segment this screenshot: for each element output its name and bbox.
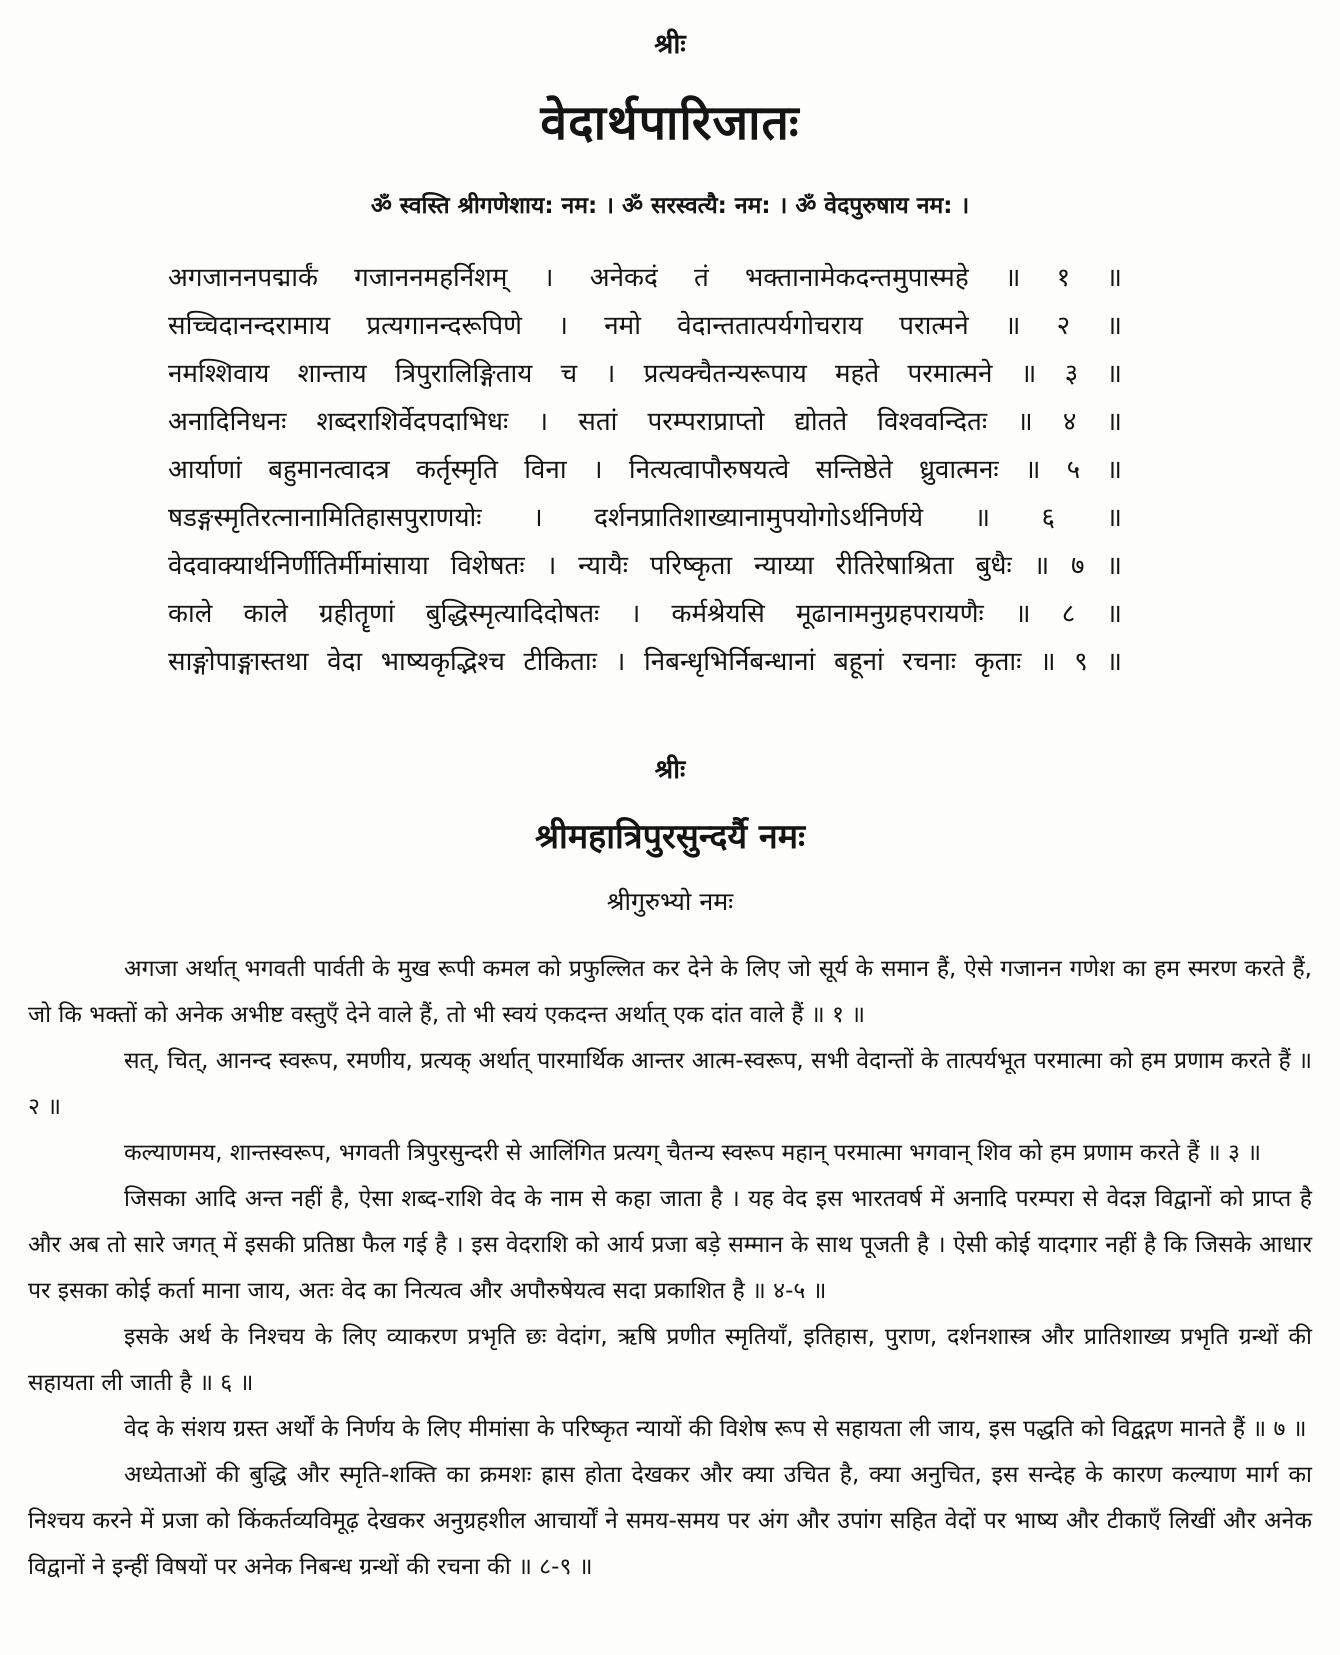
book-title: वेदार्थपारिजातः [540, 95, 800, 151]
opening-salutation: ॐ स्वस्ति श्रीगणेशाय: नम: । ॐ सरस्वत्यै: नम: । ॐ वेदपुरुषाय नम: । [370, 193, 970, 219]
sanskrit-verse-block [168, 254, 1122, 686]
verse-line: षडङ्गस्मृतिरत्नानामितिहासपुराणयोः । दर्शनप्रातिशाख्यानामुपयोगोऽर्थनिर्णये ॥ ६ ॥ [168, 503, 1122, 533]
verse-line: साङ्गोपाङ्गास्तथा वेदा भाष्यकृद्भिश्च टीकिताः । निबन्धृभिर्निबन्धानां बहूनां रचनाः कृताः ॥ ९ ॥ [168, 647, 1122, 677]
guru-salutation: श्रीगुरुभ्यो नमः [606, 887, 734, 916]
commentary-paragraph: वेद के संशय ग्रस्त अर्थों के निर्णय के लिए मीमांसा के परिष्कृत न्यायों की विशेष रूप से सहायता ली जाय, इस पद्धति को विद्वद्गण मानते हैं ॥ ७ ॥ [124, 1416, 1307, 1442]
section-blessing: श्रीः [654, 755, 686, 785]
top-blessing: श्रीः [654, 29, 686, 60]
verse-line: काले काले ग्रहीतॄणां बुद्धिस्मृत्यादिदोषतः । कर्मश्रेयसि मूढानामनुग्रहपरायणैः ॥ ८ ॥ [168, 599, 1122, 629]
verse-line: वेदवाक्यार्थनिर्णीतिर्मीमांसाया विशेषतः । न्यायैः परिष्कृता न्याय्या रीतिरेषाश्रिता बुधैः ॥ ७ ॥ [168, 551, 1122, 581]
commentary-paragraph: अगजा अर्थात् भगवती पार्वती के मुख रूपी कमल को प्रफुल्लित कर देने के लिए जो सूर्य के समान हैं, ऐसे गजानन गणेश का हम स्मरण करते हैं, जो कि भक्तों को अनेक अभीष्ट वस्तुएँ देने वाले हैं, तो भी स्वयं एकदन्त अर्थात् एक दांत वाले हैं ॥ १ ॥ [28, 956, 1312, 1028]
verse-line: नमश्शिवाय शान्ताय त्रिपुरालिङ्गिताय च । प्रत्यक्चैतन्यरूपाय महते परमात्मने ॥ ३ ॥ [168, 359, 1122, 389]
verse-line: आर्याणां बहुमानत्वादत्र कर्तृस्मृति विना । नित्यत्वापौरुषयत्वे सन्तिष्ठेते ध्रुवात्मनः ॥ ५ ॥ [168, 455, 1122, 485]
verse-line: अनादिनिधनः शब्दराशिर्वेदपदाभिधः । सतां परम्पराप्राप्तो द्योतते विश्ववन्दितः ॥ ४ ॥ [168, 407, 1122, 437]
commentary-paragraph: जिसका आदि अन्त नहीं है, ऐसा शब्द-राशि वेद के नाम से कहा जाता है । यह वेद इस भारतवर्ष में अनादि परम्परा से वेदज्ञ विद्वानों को प्राप्त है और अब तो सारे जगत् में इसकी प्रतिष्ठा फैल गई है । इस वेदराशि को आर्य प्रजा बड़े सम्मान के साथ पूजती है । ऐसी कोई यादगार नहीं है कि जिसके आधार पर इसका कोई कर्ता माना जाय, अतः वेद का नित्यत्व और अपौरुषेयत्व सदा प्रकाशित है ॥ ४-५ ॥ [28, 1186, 1312, 1304]
section-heading: श्रीमहात्रिपुरसुन्दर्यै नमः [534, 817, 806, 857]
hindi-commentary-block [28, 946, 1312, 1590]
verse-line: सच्चिदानन्दरामाय प्रत्यगानन्दरूपिणे । नमो वेदान्ततात्पर्यगोचराय परात्मने ॥ २ ॥ [168, 311, 1122, 341]
commentary-paragraph: अध्येताओं की बुद्धि और स्मृति-शक्ति का क्रमशः ह्रास होता देखकर और क्या उचित है, क्या अनुचित, इस सन्देह के कारण कल्याण मार्ग का निश्चय करने में प्रजा को किंकर्तव्यविमूढ़ देखकर अनुग्रहशील आचार्यों ने समय-समय पर अंग और उपांग सहित वेदों पर भाष्य और टीकाएँ लिखीं और अनेक विद्वानों ने इन्हीं विषयों पर अनेक निबन्ध ग्रन्थों की रचना की ॥ ८-९ ॥ [28, 1462, 1312, 1580]
verse-line: अगजाननपद्मार्कं गजाननमहर्निशम् । अनेकदं तं भक्तानामेकदन्तमुपास्महे ॥ १ ॥ [168, 263, 1122, 293]
commentary-section [28, 750, 1312, 1590]
commentary-paragraph: कल्याणमय, शान्तस्वरूप, भगवती त्रिपुरसुन्दरी से आलिंगित प्रत्यग् चैतन्य स्वरूप महान् परमात्मा भगवान् शिव को हम प्रणाम करते हैं ॥ ३ ॥ [124, 1140, 1261, 1166]
commentary-paragraph: सत्, चित्, आनन्द स्वरूप, रमणीय, प्रत्यक् अर्थात् पारमार्थिक आन्तर आत्म-स्वरूप, सभी वेदान्तों के तात्पर्यभूत परमात्मा को हम प्रणाम करते हैं ॥ २ ॥ [28, 1048, 1312, 1120]
commentary-paragraph: इसके अर्थ के निश्चय के लिए व्याकरण प्रभृति छः वेदांग, ऋषि प्रणीत स्मृतियाँ, इतिहास, पुराण, दर्शनशास्त्र और प्रातिशाख्य प्रभृति ग्रन्थों की सहायता ली जाती है ॥ ६ ॥ [28, 1324, 1312, 1396]
